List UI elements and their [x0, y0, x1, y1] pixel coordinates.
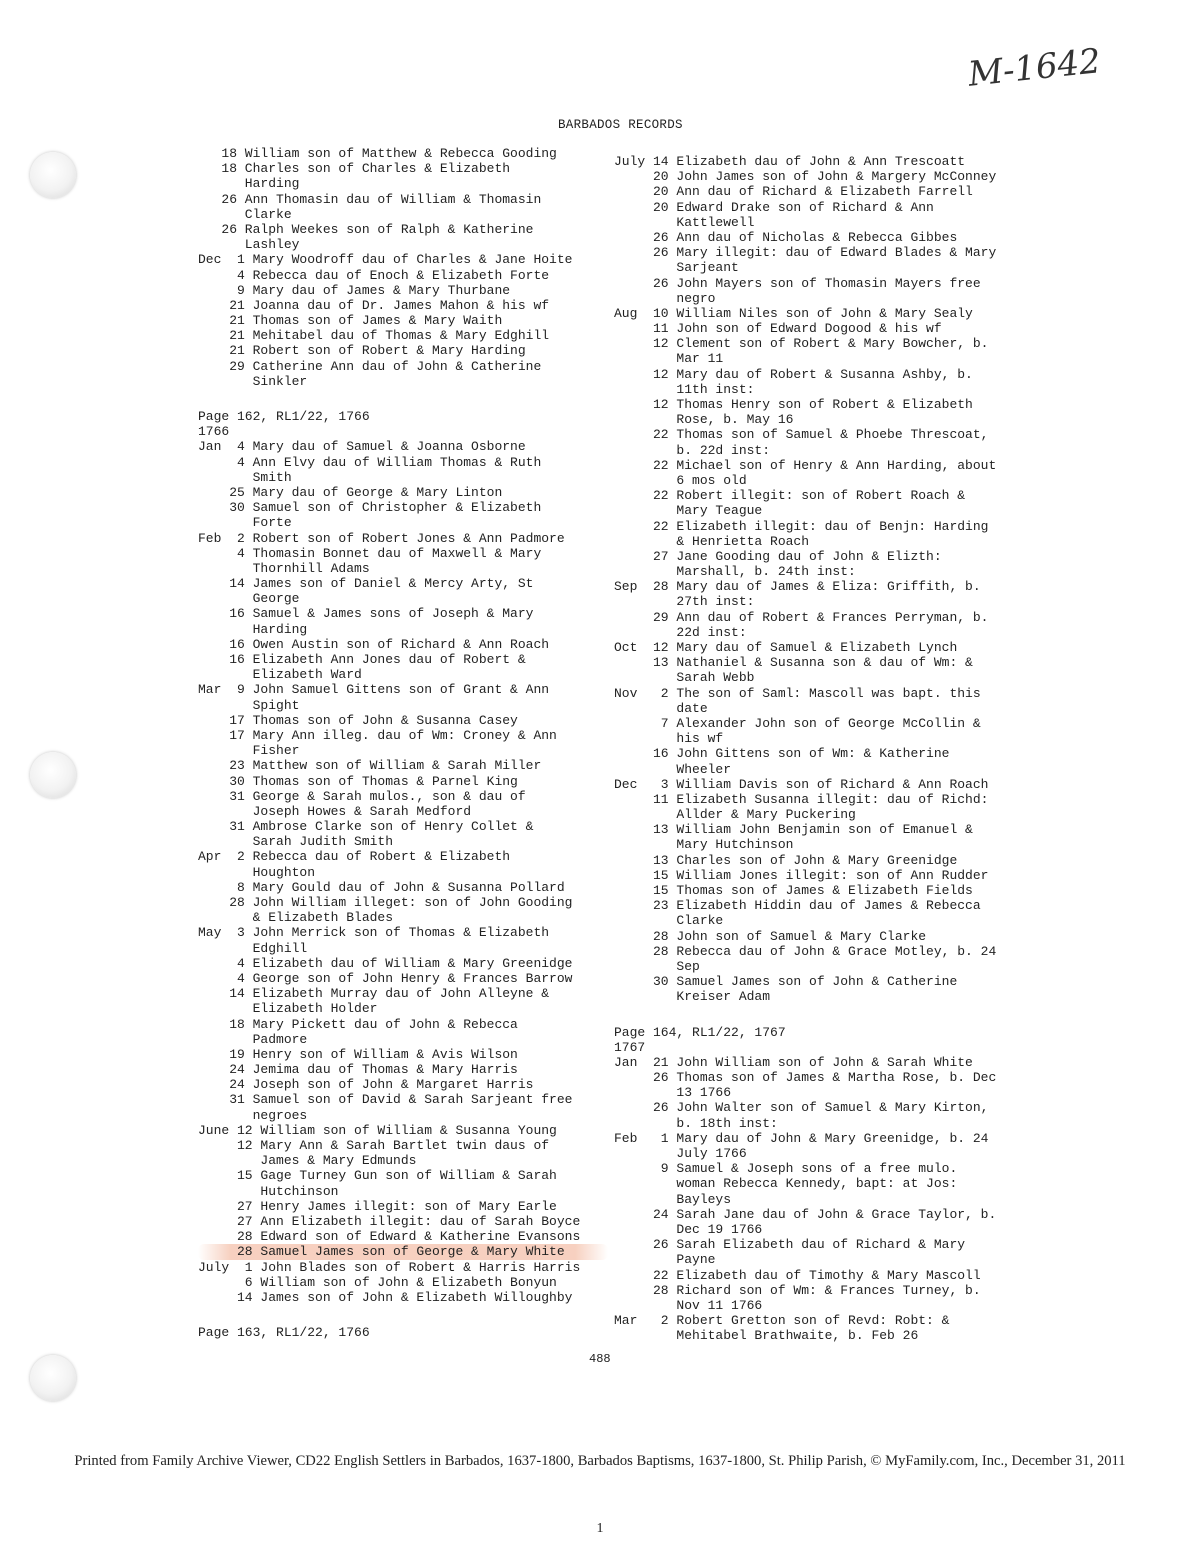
record-line: 1766	[198, 424, 230, 440]
page-title: BARBADOS RECORDS	[558, 118, 683, 132]
record-line: July 1 John Blades son of Robert & Harris Harris	[198, 1259, 581, 1275]
record-line: Wheeler	[614, 761, 732, 777]
record-line: George	[198, 591, 300, 607]
record-line: 11 John son of Edward Dogood & his wf	[614, 321, 942, 337]
record-line: May 3 John Merrick son of Thomas & Elizabeth	[198, 925, 550, 941]
record-line: 26 Ann Thomasin dau of William & Thomasin	[198, 191, 542, 207]
record-line: Houghton	[198, 864, 316, 880]
record-line: 24 Sarah Jane dau of John & Grace Taylor, b.	[614, 1206, 997, 1222]
record-line: 4 Thomasin Bonnet dau of Maxwell & Mary	[198, 545, 542, 561]
record-line: Hutchinson	[198, 1183, 339, 1199]
record-line: Joseph Howes & Sarah Medford	[198, 803, 472, 819]
record-line: 4 Elizabeth dau of William & Mary Greenidge	[198, 955, 573, 971]
record-line: 18 William son of Matthew & Rebecca Gooding	[198, 146, 557, 161]
record-line: 28 John son of Samuel & Mary Clarke	[614, 928, 927, 944]
record-line: 21 Thomas son of James & Mary Waith	[198, 313, 503, 329]
record-line: b. 22d inst:	[614, 442, 771, 458]
record-line: Lashley	[198, 237, 300, 253]
record-line: Nov 11 1766	[614, 1297, 763, 1313]
record-line: 18 Charles son of Charles & Elizabeth	[198, 161, 511, 177]
record-line: Sarjeant	[614, 260, 739, 276]
record-line: 28 Richard son of Wm: & Frances Turney, b.	[614, 1282, 981, 1298]
record-line: Smith	[198, 469, 292, 485]
record-line: 9 Samuel & Joseph sons of a free mulo.	[614, 1161, 958, 1177]
record-line: 22 Thomas son of Samuel & Phoebe Threscoat,	[614, 427, 989, 443]
record-line: 16 Owen Austin son of Richard & Ann Roach	[198, 636, 550, 652]
record-line: & Henrietta Roach	[614, 533, 810, 549]
record-line	[614, 1005, 1014, 1025]
record-line: 12 Mary dau of Robert & Susanna Ashby, b.	[614, 366, 973, 382]
record-line: Mar 2 Robert Gretton son of Revd: Robt: &	[614, 1313, 950, 1329]
record-line: 26 Mary illegit: dau of Edward Blades & Mary	[614, 245, 997, 261]
record-line: Payne	[614, 1252, 716, 1268]
record-line: Page 163, RL1/22, 1766	[198, 1325, 370, 1341]
record-line: Sep 28 Mary dau of James & Eliza: Griffith, b.	[614, 579, 981, 595]
record-line: & Elizabeth Blades	[198, 910, 394, 926]
record-line: 13 Nathaniel & Susanna son & dau of Wm: &	[614, 655, 973, 671]
record-line: Page 164, RL1/22, 1767	[614, 1024, 786, 1040]
record-line: 21 Joanna dau of Dr. James Mahon & his wf	[198, 297, 550, 313]
record-line: 4 Rebecca dau of Enoch & Elizabeth Forte	[198, 267, 550, 283]
record-line: James & Mary Edmunds	[198, 1153, 417, 1169]
record-line: Mar 9 John Samuel Gittens son of Grant & Ann	[198, 682, 550, 698]
record-line: Marshall, b. 24th inst:	[614, 564, 856, 580]
record-line: Mar 11	[614, 351, 724, 367]
record-line: Elizabeth Ward	[198, 667, 362, 683]
record-line: 19 Henry son of William & Avis Wilson	[198, 1046, 518, 1062]
record-line: Kreiser Adam	[614, 989, 771, 1005]
record-line: 6 mos old	[614, 472, 747, 488]
record-line: Harding	[198, 621, 308, 637]
record-line: 21 Robert son of Robert & Mary Harding	[198, 343, 526, 359]
record-line: Mehitabel Brathwaite, b. Feb 26	[614, 1328, 919, 1344]
record-line: 15 Thomas son of James & Elizabeth Fields	[614, 883, 973, 898]
record-line: 29 Ann dau of Robert & Frances Perryman, b.	[614, 609, 989, 625]
record-line: negro	[614, 290, 716, 306]
record-line: 17 Mary Ann illeg. dau of Wm: Croney & Ann	[198, 727, 557, 743]
record-line: Clarke	[198, 206, 292, 222]
record-line: 22 Robert illegit: son of Robert Roach &	[614, 488, 966, 504]
record-line: 27 Ann Elizabeth illegit: dau of Sarah Boyce	[198, 1213, 581, 1229]
record-line: Kattlewell	[614, 214, 755, 230]
record-line: Feb 2 Robert son of Robert Jones & Ann Padmore	[198, 530, 565, 546]
record-line: 11th inst:	[614, 381, 755, 397]
record-line: 22 Elizabeth dau of Timothy & Mary Mascoll	[614, 1267, 981, 1283]
record-line: 30 Samuel James son of John & Catherine	[614, 974, 958, 990]
right-column	[614, 154, 1014, 1343]
record-line: Spight	[198, 697, 300, 713]
record-line: Allder & Mary Puckering	[614, 807, 856, 823]
record-line: 23 Elizabeth Hiddin dau of James & Rebecca	[614, 898, 981, 914]
record-line: b. 18th inst:	[614, 1115, 778, 1131]
record-line: Fisher	[198, 743, 300, 759]
record-line: 17 Thomas son of John & Susanna Casey	[198, 712, 518, 728]
record-line: Feb 1 Mary dau of John & Mary Greenidge, b. 24	[614, 1130, 989, 1146]
record-line: 29 Catherine Ann dau of John & Catherine	[198, 358, 542, 374]
record-line: 20 John James son of John & Margery McConney	[614, 169, 997, 185]
record-line: 26 Ralph Weekes son of Ralph & Katherine	[198, 221, 534, 237]
record-line: 20 Edward Drake son of Richard & Ann	[614, 199, 934, 215]
record-line: 26 Ann dau of Nicholas & Rebecca Gibbes	[614, 229, 958, 245]
record-line: 14 James son of John & Elizabeth Willoughby	[198, 1289, 573, 1305]
highlighted-record-line: 28 Samuel James son of George & Mary White	[198, 1244, 608, 1259]
record-line: 28 Edward son of Edward & Katherine Evansons	[198, 1229, 581, 1245]
record-line: Padmore	[198, 1031, 308, 1047]
record-line: Harding	[198, 176, 300, 192]
record-line: 21 Mehitabel dau of Thomas & Mary Edghill	[198, 328, 550, 344]
record-line: 30 Samuel son of Christopher & Elizabeth	[198, 500, 542, 516]
record-line: 24 Jemima dau of Thomas & Mary Harris	[198, 1062, 518, 1078]
record-line: 31 George & Sarah mulos., son & dau of	[198, 788, 526, 804]
record-line: date	[614, 700, 708, 716]
record-line: 27 Jane Gooding dau of John & Elizth:	[614, 548, 942, 564]
footer-citation: Printed from Family Archive Viewer, CD22 English Settlers in Barbados, 1637-1800, Barbados Baptisms, 1637-1800, St. Philip Parish, © MyFamily.com, Inc., December 31, 2011	[74, 1453, 1126, 1469]
record-line: 13 1766	[614, 1085, 732, 1101]
record-line: 12 Thomas Henry son of Robert & Elizabeth	[614, 397, 973, 412]
record-line: woman Rebecca Kennedy, bapt: at Jos:	[614, 1176, 958, 1192]
record-line: 9 Mary dau of James & Mary Thurbane	[198, 282, 511, 298]
record-line: July 1766	[614, 1146, 747, 1161]
record-line: Bayleys	[614, 1191, 732, 1207]
record-line: 4 Ann Elvy dau of William Thomas & Ruth	[198, 454, 542, 470]
record-line: July 14 Elizabeth dau of John & Ann Trescoatt	[614, 154, 966, 169]
record-line: 15 William Jones illegit: son of Ann Rudder	[614, 867, 989, 883]
record-line: 12 Clement son of Robert & Mary Bowcher, b.	[614, 336, 989, 352]
record-line: Thornhill Adams	[198, 560, 370, 576]
record-line: his wf	[614, 731, 724, 747]
handwritten-note: M-1642	[966, 41, 1103, 95]
page-number: 488	[589, 1352, 611, 1366]
record-line: 30 Thomas son of Thomas & Parnel King	[198, 773, 518, 789]
record-line: 22d inst:	[614, 624, 747, 640]
record-line: Jan 21 John William son of John & Sarah White	[614, 1054, 973, 1070]
binder-hole-bottom	[30, 1355, 76, 1401]
record-line: June 12 William son of William & Susanna Young	[198, 1122, 557, 1138]
record-line: 1767	[614, 1039, 646, 1055]
record-line: 18 Mary Pickett dau of John & Rebecca	[198, 1016, 518, 1032]
record-line: Page 162, RL1/22, 1766	[198, 409, 370, 424]
record-line: 16 Elizabeth Ann Jones dau of Robert &	[198, 652, 526, 667]
record-line: Dec 3 William Davis son of Richard & Ann Roach	[614, 776, 989, 792]
record-line: 31 Samuel son of David & Sarah Sarjeant free	[198, 1092, 573, 1108]
record-line: Mary Hutchinson	[614, 837, 794, 853]
record-line: Aug 10 William Niles son of John & Mary Sealy	[614, 305, 973, 321]
record-line: Clarke	[614, 913, 724, 929]
record-line: 13 Charles son of John & Mary Greenidge	[614, 852, 958, 868]
record-line: Sinkler	[198, 373, 308, 389]
record-line: 26 Sarah Elizabeth dau of Richard & Mary	[614, 1237, 966, 1253]
binder-hole-top	[30, 152, 76, 198]
record-line: 8 Mary Gould dau of John & Susanna Pollard	[198, 879, 565, 895]
record-line: Sarah Webb	[614, 670, 755, 686]
record-line: 26 Thomas son of James & Martha Rose, b. Dec	[614, 1070, 997, 1086]
record-line: 27 Henry James illegit: son of Mary Earle	[198, 1198, 557, 1214]
record-line: Rose, b. May 16	[614, 412, 794, 428]
left-column	[198, 146, 608, 1340]
record-line: 16 John Gittens son of Wm: & Katherine	[614, 746, 950, 762]
record-line: Nov 2 The son of Saml: Mascoll was bapt. this	[614, 685, 981, 701]
record-line: 28 Rebecca dau of John & Grace Motley, b. 24	[614, 943, 997, 959]
record-line: 12 Mary Ann & Sarah Bartlet twin daus of	[198, 1138, 550, 1153]
record-line: Sarah Judith Smith	[198, 834, 394, 850]
record-line: 14 James son of Daniel & Mercy Arty, St	[198, 576, 534, 592]
record-line: negroes	[198, 1107, 308, 1123]
record-line: Jan 4 Mary dau of Samuel & Joanna Osborne	[198, 439, 526, 455]
record-line: Forte	[198, 515, 292, 531]
record-line: 11 Elizabeth Susanna illegit: dau of Richd:	[614, 791, 989, 807]
record-line: Dec 19 1766	[614, 1221, 763, 1237]
record-line: 26 John Walter son of Samuel & Mary Kirton,	[614, 1100, 989, 1116]
record-line: Dec 1 Mary Woodroff dau of Charles & Jane Hoite	[198, 252, 573, 268]
record-line: 16 Samuel & James sons of Joseph & Mary	[198, 606, 534, 622]
record-line: 22 Elizabeth illegit: dau of Benjn: Harding	[614, 518, 989, 534]
record-line: 31 Ambrose Clarke son of Henry Collet &	[198, 819, 534, 835]
record-line: Mary Teague	[614, 503, 763, 519]
record-line: Elizabeth Holder	[198, 1001, 378, 1017]
record-line: Oct 12 Mary dau of Samuel & Elizabeth Lynch	[614, 640, 958, 655]
record-line: 4 George son of John Henry & Frances Barrow	[198, 970, 573, 986]
record-line: 25 Mary dau of George & Mary Linton	[198, 484, 503, 500]
record-line: Edghill	[198, 940, 308, 956]
record-line: 26 John Mayers son of Thomasin Mayers free	[614, 275, 981, 291]
record-line: 6 William son of John & Elizabeth Bonyun	[198, 1274, 557, 1290]
record-line: 14 Elizabeth Murray dau of John Alleyne &	[198, 986, 550, 1002]
record-line: 20 Ann dau of Richard & Elizabeth Farrell	[614, 184, 973, 200]
bottom-page-number: 1	[596, 1521, 604, 1536]
record-line	[198, 1305, 608, 1325]
record-line: 24 Joseph son of John & Margaret Harris	[198, 1077, 534, 1093]
record-line: 27th inst:	[614, 594, 755, 610]
record-line: 13 William John Benjamin son of Emanuel &	[614, 822, 973, 838]
record-line: 15 Gage Turney Gun son of William & Sarah	[198, 1168, 557, 1184]
binder-hole-middle	[30, 752, 76, 798]
record-line: Apr 2 Rebecca dau of Robert & Elizabeth	[198, 849, 511, 865]
record-line: Sep	[614, 958, 700, 974]
record-line: 7 Alexander John son of George McCollin &	[614, 715, 981, 731]
record-line: 22 Michael son of Henry & Ann Harding, about	[614, 457, 997, 473]
record-line	[198, 389, 608, 409]
record-line: 28 John William illeget: son of John Gooding	[198, 895, 573, 910]
record-line: 23 Matthew son of William & Sarah Miller	[198, 758, 542, 774]
